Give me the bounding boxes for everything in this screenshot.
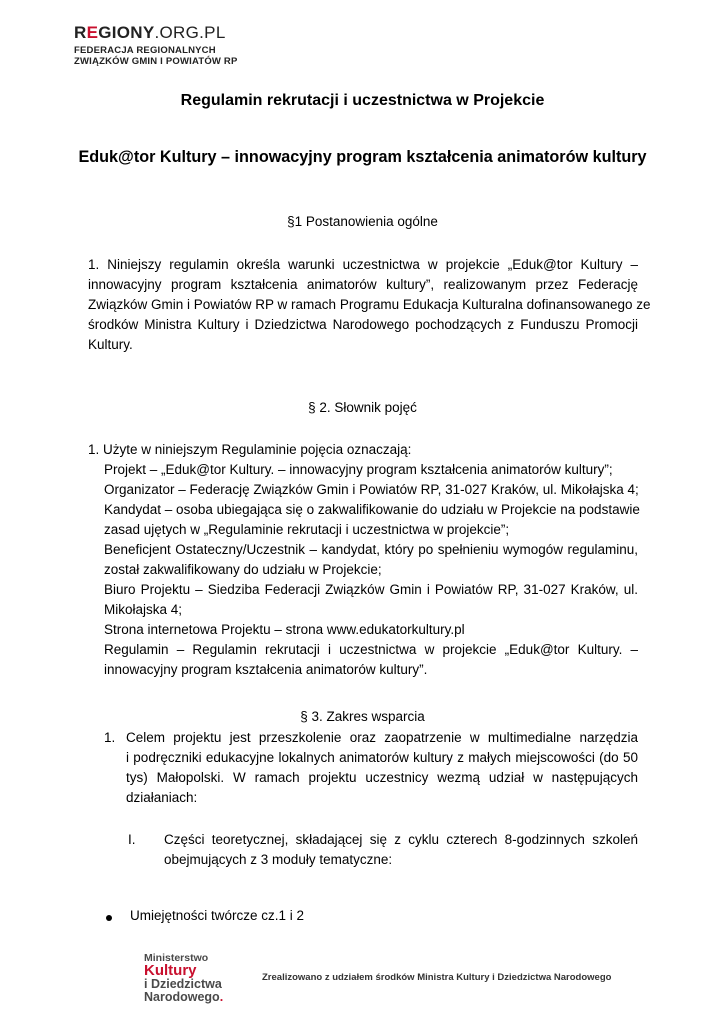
roman-item-body [164,830,638,870]
section2-heading: § 2. Słownik pojęć [308,400,417,415]
ministry-logo: Ministerstwo Kultury i Dziedzictwa Narodowego. [144,952,224,1004]
definition-line: Regulamin – Regulamin rekrutacji i uczestnictwa w projekcie „Eduk@tor Kultury. – [104,642,638,657]
section1-line: 1. Niniejszy regulamin określa warunki uczestnictwa w projekcie „Eduk@tor Kultury – [88,257,638,272]
definition-line: Biuro Projektu – Siedziba Federacji Związków Gmin i Powiatów RP, 31-027 Kraków, ul. [104,582,638,597]
logo-subtitle-line2: ZWIĄZKÓW GMIN I POWIATÓW RP [74,55,238,67]
logo-title: REGIONY.ORG.PL [74,23,226,42]
section3-item-number: 1. [104,730,116,745]
definition-line: został zakwalifikowany do udziału w Projekcie; [104,562,382,577]
definition-line: Projekt – „Eduk@tor Kultury. – innowacyjny program kształcenia animatorów kultury”; [104,462,613,477]
section1-line: środków Ministra Kultury i Dziedzictwa Narodowego pochodzących z Funduszu Promocji [88,317,638,332]
logo-subtitle-line1: FEDERACJA REGIONALNYCH [74,45,216,56]
definition-line: Organizator – Federację Związków Gmin i Powiatów RP, 31-027 Kraków, ul. Mikołajska 4; [104,482,639,497]
document-title: Regulamin rekrutacji i uczestnictwa w Projekcie [180,92,545,109]
section1-line: Kultury. [88,337,133,352]
section3-line: działaniach: [126,790,198,805]
definition-line: innowacyjny program kształcenia animatorów kultury”. [104,662,428,677]
regiony-logo [74,24,238,67]
section1-line: Związków Gmin i Powiatów RP w ramach Programu Edukacja Kulturalna dofinansowanego ze [88,297,651,312]
section2-definitions [104,460,638,680]
definition-line: Beneficjent Ostateczny/Uczestnik – kandydat, który po spełnieniu wymogów regulaminu, [104,542,638,557]
definition-line: Kandydat – osoba ubiegająca się o zakwalifikowanie do udziału w Projekcie na podstawie [104,502,640,517]
section3-line: Celem projektu jest przeszkolenie oraz zaopatrzenie w multimedialne narzędzia [126,730,638,745]
section3-line: i podręczniki edukacyjne lokalnych animatorów kultury z małych miejscowości (do 50 [126,750,638,765]
definition-line: zasad ujętych w „Regulaminie rekrutacji i uczestnictwa w projekcie”; [104,522,510,537]
section1-heading: §1 Postanowienia ogólne [287,214,438,229]
roman-numeral: I. [128,832,136,847]
definition-line: Strona internetowa Projektu – strona www.edukatorkultury.pl [104,622,465,637]
roman-line: obejmujących z 3 moduły tematyczne: [164,852,393,867]
section3-heading: § 3. Zakres wsparcia [300,709,425,724]
funding-note: Zrealizowano z udziałem środków Ministra Kultury i Dziedzictwa Narodowego [262,972,612,983]
project-title: Eduk@tor Kultury – innowacyjny program kształcenia animatorów kultury [78,148,647,166]
section3-line: tys) Małopolski. W ramach projektu uczestnicy wezmą udział w następujących [126,770,638,785]
bullet-icon [106,915,112,921]
definition-line: Mikołajska 4; [104,602,183,617]
roman-line: Części teoretycznej, składającej się z cyklu czterech 8-godzinnych szkoleń [164,832,638,847]
section1-line: innowacyjny program kształcenia animatorów kultury”, realizowanym przez Federację [88,277,638,292]
document-page: REGIONY.ORG.PL FEDERACJA REGIONALNYCH ZWIĄZKÓW GMIN I POWIATÓW RP Regulamin rekrutacji i uczestnictwa w Projekcie Eduk@tor Kultury – innowacyjny program kształcenia animatorów kultury §1 Postanowienia ogólne 1. Niniejszy regulamin określa warunki uczestnictwa w projekcie „Eduk@tor Kultury – innowacyjny program kształcenia animatorów kultury”, realizowanym przez Federację Związków Gmin i Powiatów RP w ramach Programu Edukacja Kulturalna dofinansowanego ze środków Ministra Kultury i Dziedzictwa Narodowego pochodzących z Funduszu Promocji Kultury. § 2. Słownik pojęć 1. Użyte w niniejszym Regulaminie pojęcia oznaczają: Projekt – „Eduk@tor Kultury. – innowacyjny program kształcenia animatorów kultury”; Organizator – Federację Związków Gmin i Powiatów RP, 31-027 Kraków, ul. Mikołajska 4; Kandydat – osoba ubiegająca się o zakwalifikowanie do udziału w Projekcie na podstawie zasad ujętych w „Regulaminie rekrutacji i uczestnictwa w projekcie”; Beneficjent Ostateczny/Uczestnik – kandydat, który po spełnieniu wymogów regulaminu, został zakwalifikowany do udziału w Projekcie; Biuro Projektu – Siedziba Federacji Związków Gmin i Powiatów RP, 31-027 Kraków, ul. Mikołajska 4; Strona internetowa Projektu – strona www.edukatorkultury.pl Regulamin – Regulamin rekrutacji i uczestnictwa w projekcie „Eduk@tor Kultury. – innowacyjny program kształcenia animatorów kultury”. § 3. Zakres wsparcia 1. Celem projektu jest przeszkolenie oraz zaopatrzenie w multimedialne narzędzia i podręczniki edukacyjne lokalnych animatorów kultury z małych miejscowości (do 50 tys) Małopolski. W ramach projektu uczestnicy wezmą udział w następujących działaniach: I. Części teoretycznej, składającej się z cyklu czterech 8-godzinnych szkoleń obejmujących z 3 moduły tematyczne: Umiejętności twórcze cz.1 i 2 Ministerstwo Kultury i Dziedzictwa Narodowego. Zrealizowano z udziałem środków Ministra Kultury i Dziedzictwa Narodowego [0,0,725,1024]
section1-body [88,255,651,355]
section3-item-body [126,728,638,808]
section2-intro: 1. Użyte w niniejszym Regulaminie pojęcia oznaczają: [88,442,412,457]
